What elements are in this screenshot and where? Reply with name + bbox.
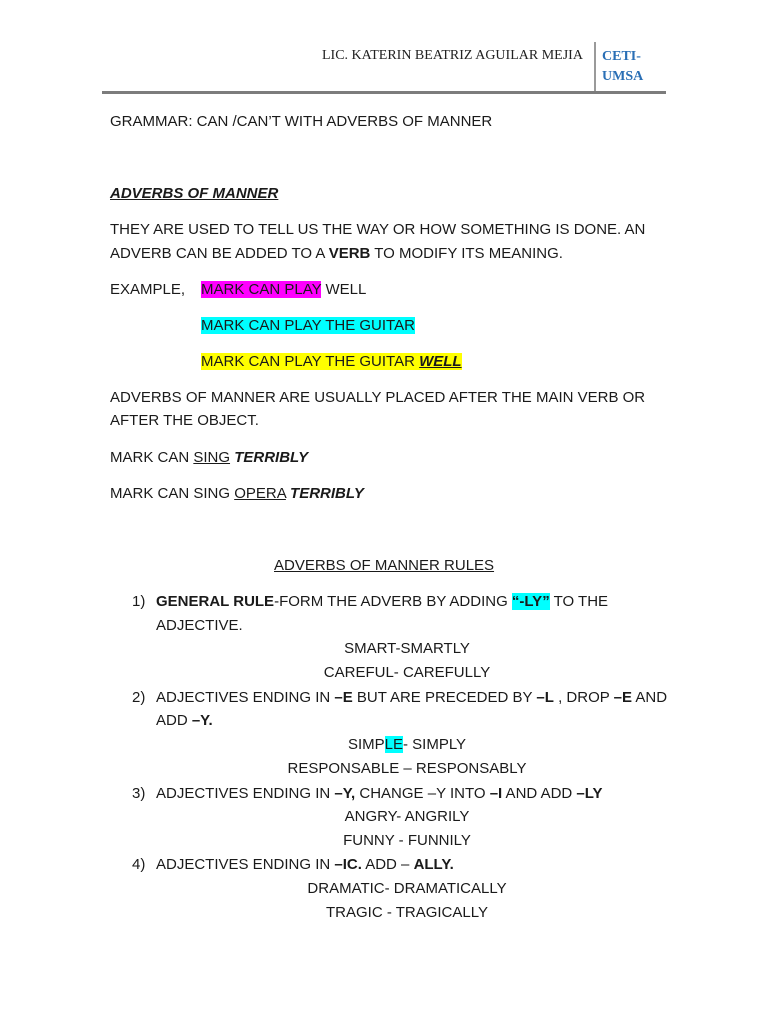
rule-2-text — [156, 686, 667, 709]
example-3-adverb: WELL — [419, 353, 462, 370]
rules-heading: ADVERBS OF MANNER RULES — [274, 557, 495, 574]
rule-4-example-1: DRAMATIC- DRAMATICALLY — [307, 880, 507, 897]
intro-verb-bold: VERB — [328, 245, 371, 262]
sentence-1-adverb: TERRIBLY — [234, 449, 309, 466]
rule-1-example-2: CAREFUL- CAREFULLY — [323, 664, 491, 681]
rule-1-lead: GENERAL RULE — [156, 593, 275, 610]
example-3-highlight — [201, 353, 462, 370]
example-3 — [201, 350, 462, 373]
intro-line-2 — [110, 242, 563, 265]
rule-4-example-2: TRAGIC - TRAGICALLY — [326, 904, 488, 921]
rule-2-example-2: RESPONSABLE – RESPONSABLY — [287, 760, 527, 777]
rule-1-example-1: SMART-SMARTLY — [344, 640, 470, 657]
header-organization — [602, 47, 662, 87]
placement-sentence-1 — [110, 446, 308, 469]
sentence-2-object: OPERA — [234, 485, 286, 502]
rule-2-ex1-pre: SIMP — [347, 736, 385, 753]
rule-2-line-2-text: ADD — [156, 712, 192, 729]
header-divider-vertical — [594, 42, 596, 91]
rule-2-bold-b: –L — [536, 689, 554, 706]
rule-2-bold-c: –E — [613, 689, 633, 706]
rule-1-body: -FORM THE ADVERB BY ADDING — [274, 593, 512, 610]
rule-1-text — [156, 590, 608, 613]
intro-line-1: THEY ARE USED TO TELL US THE WAY OR HOW SOMETHING IS DONE. AN — [110, 221, 646, 238]
rule-2-number: 2) — [132, 689, 146, 706]
rule-3-bold-b: –I — [489, 785, 503, 802]
header-author: LIC. KATERIN BEATRIZ AGUILAR MEJIA — [322, 48, 583, 63]
rule-2-line-2 — [156, 709, 213, 732]
intro-text-end: TO MODIFY ITS MEANING. — [370, 245, 563, 262]
header-org-line2: UMSA — [602, 69, 644, 84]
example-3-text: MARK CAN PLAY THE GUITAR — [201, 353, 420, 370]
header-divider-horizontal — [102, 91, 666, 94]
rule-3-part-a: ADJECTIVES ENDING IN — [156, 785, 335, 802]
placement-line-1: ADVERBS OF MANNER ARE USUALLY PLACED AFTER THE MAIN VERB OR — [110, 389, 646, 406]
rule-3-part-c: AND ADD — [502, 785, 577, 802]
rule-2-ex1-highlight: LE — [384, 736, 403, 753]
grammar-title: GRAMMAR: CAN /CAN’T WITH ADVERBS OF MANNER — [110, 113, 493, 130]
rule-3-part-b: CHANGE –Y INTO — [355, 785, 490, 802]
rule-1-number: 1) — [132, 593, 146, 610]
rule-1-body-end: TO THE — [549, 593, 609, 610]
rule-4-number: 4) — [132, 856, 146, 873]
rule-2-ex1-post: - SIMPLY — [402, 736, 467, 753]
rule-1-suffix: “-LY” — [511, 593, 550, 610]
rule-3-example-1: ANGRY- ANGRILY — [344, 808, 470, 825]
rule-2-part-d: AND — [632, 689, 668, 706]
example-1-rest: WELL — [321, 281, 367, 298]
rule-4-part-b: ADD – — [361, 856, 414, 873]
sentence-1-text: MARK CAN — [110, 449, 194, 466]
rule-4-bold-a: –IC. — [334, 856, 362, 873]
rule-2-part-b: BUT ARE PRECEDED BY — [352, 689, 537, 706]
rule-4-bold-b: ALLY. — [413, 856, 454, 873]
rule-3-bold-a: –Y, — [334, 785, 356, 802]
rule-2-part-a: ADJECTIVES ENDING IN — [156, 689, 335, 706]
rule-3-example-2: FUNNY - FUNNILY — [343, 832, 471, 849]
example-label: EXAMPLE, — [110, 281, 186, 298]
rule-2-bold-a: –E — [334, 689, 353, 706]
example-2-highlight: MARK CAN PLAY THE GUITAR — [201, 317, 415, 334]
placement-line-2: AFTER THE OBJECT. — [110, 412, 259, 429]
rule-3-text — [156, 782, 603, 805]
example-2 — [201, 314, 415, 337]
sentence-2-text: MARK CAN SING — [110, 485, 235, 502]
rule-2-line-2-bold: –Y. — [191, 712, 213, 729]
sentence-2-adverb: TERRIBLY — [290, 485, 364, 502]
rule-4-part-a: ADJECTIVES ENDING IN — [156, 856, 335, 873]
intro-text: ADVERB CAN BE ADDED TO A — [110, 245, 329, 262]
rule-2-example-1 — [110, 733, 704, 756]
rule-4-text — [156, 853, 454, 876]
section-heading: ADVERBS OF MANNER — [110, 185, 279, 202]
example-1 — [201, 278, 366, 301]
header-org-line1: CETI- — [602, 49, 641, 64]
rule-2-part-c: , DROP — [553, 689, 614, 706]
placement-sentence-2 — [110, 482, 364, 505]
example-1-highlight: MARK CAN PLAY — [201, 281, 322, 298]
rule-3-bold-c: –LY — [576, 785, 603, 802]
sentence-1-verb: SING — [193, 449, 231, 466]
rule-1-line-2: ADJECTIVE. — [156, 617, 243, 634]
rule-3-number: 3) — [132, 785, 146, 802]
